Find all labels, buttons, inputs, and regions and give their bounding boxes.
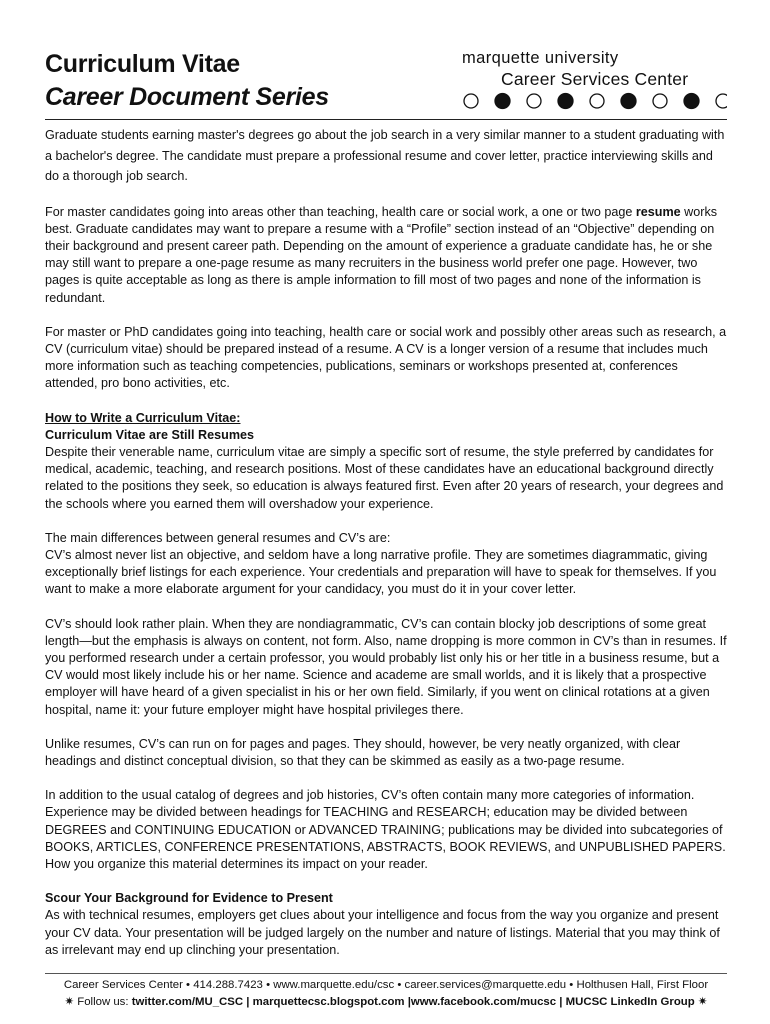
document-body bbox=[45, 125, 730, 976]
intro-paragraph-2-text: For master candidates going into areas other than teaching, health care or social work, a one or two page bbox=[45, 204, 636, 219]
document-title: Curriculum Vitae bbox=[45, 50, 240, 78]
logo-department-name: Career Services Center bbox=[501, 69, 689, 89]
facebook-link[interactable]: www.facebook.com/mucsc bbox=[410, 996, 557, 1008]
intro-paragraph-2-text-cont: works best. Graduate candidates may want to prepare a resume with a “Profile” section instead of an “Objective” depending on their background and present career path. Depending on the amount of experience a graduate candidate has, he or she may still want to prepare a one-page resume as many recruiters in the business world prefer one page. However, two pages is quite acceptable as long as there is ample information to fill most of two pages and none of the information is redundant. bbox=[45, 204, 718, 305]
how-to-paragraph-2 bbox=[45, 530, 730, 599]
document-subtitle: Career Document Series bbox=[45, 83, 329, 111]
logo-dot-filled bbox=[684, 94, 699, 109]
how-to-subheading: Curriculum Vitae are Still Resumes bbox=[45, 427, 255, 442]
pipe-separator: | bbox=[407, 996, 411, 1008]
twitter-link[interactable]: twitter.com/MU_CSC bbox=[131, 996, 244, 1008]
logo-dot-open bbox=[590, 94, 604, 108]
differences-intro: The main differences between general resumes and CV’s are: bbox=[45, 530, 391, 545]
logo-dot-filled bbox=[495, 94, 510, 109]
logo-dot-open bbox=[653, 94, 667, 108]
how-to-paragraph-1: Despite their venerable name, curriculum vitae are simply a specific sort of resume, the style preferred by candidates for medical, academic, teaching, and research positions. Most of these candidates have an educational background directly related to the positions they seek, so education is always featured first. Even after 20 years of research, your degrees and the schools where you earned them will overshadow your experience. bbox=[45, 444, 724, 511]
follow-label: Follow us: bbox=[77, 996, 129, 1008]
logo-dot-open bbox=[527, 94, 541, 108]
logo-dot-pattern bbox=[463, 92, 727, 110]
footer-phone[interactable]: 414.288.7423 bbox=[193, 979, 263, 991]
star-icon: ✷ bbox=[64, 996, 75, 1008]
bullet-separator: • bbox=[186, 979, 191, 991]
logo-dot-filled bbox=[558, 94, 573, 109]
resume-keyword: resume bbox=[635, 204, 681, 219]
linkedin-link[interactable]: MUCSC LinkedIn Group bbox=[565, 996, 695, 1008]
scour-paragraph-1: As with technical resumes, employers get clues about your intelligence and focus from the way you organize and present your CV data. Your presentation will be judged largely on the number and nature of listings. Material that you may think of as irrelevant may end up clinching your presentation. bbox=[45, 908, 720, 957]
footer-office: Career Services Center bbox=[63, 979, 183, 991]
how-to-paragraph-5: In addition to the usual catalog of degrees and job histories, CV’s often contain many more categories of information. Experience may be divided between headings for TEACHING and RESEARCH; education may be divided between DEGREES and CONTINUING EDUCATION or ADVANCED TRAINING; publications may be divided into subcategories of BOOKS, ARTICLES, CONFERENCE PRESENTATIONS, ABSTRACTS, BOOK REVIEWS, and UNPUBLISHED PAPERS. How you organize this material determines its impact on your reader. bbox=[45, 788, 726, 871]
footer-website-link[interactable]: www.marquette.edu/csc bbox=[273, 979, 395, 991]
bullet-separator: • bbox=[266, 979, 271, 991]
pipe-separator: | bbox=[559, 996, 563, 1008]
differences-text: CV’s almost never list an objective, and seldom have a long narrative profile. They are sometimes diagrammatic, giving exceptionally brief listings for each experience. Your credentials and preparation will have to speak for themselves. If you want to make a more elaborate argument for your candidacy, you must do it in your cover letter. bbox=[45, 547, 717, 597]
footer-divider bbox=[45, 973, 727, 974]
pipe-separator: | bbox=[246, 996, 250, 1008]
how-to-heading: How to Write a Curriculum Vitae: bbox=[45, 410, 241, 425]
footer-social-line bbox=[45, 994, 727, 1011]
footer-location: Holthusen Hall, First Floor bbox=[576, 979, 709, 991]
footer-contact-line bbox=[45, 977, 727, 994]
star-icon: ✷ bbox=[697, 996, 708, 1008]
intro-paragraph-2 bbox=[45, 204, 730, 307]
bullet-separator: • bbox=[397, 979, 402, 991]
intro-paragraph-1: Graduate students earning master's degrees go about the job search in a very similar manner to a student graduating with a bachelor's degree. The candidate must prepare a professional resume and cover letter, practice interviewing skills and do a thorough job search. bbox=[45, 128, 725, 183]
scour-heading: Scour Your Background for Evidence to Present bbox=[45, 891, 333, 906]
logo-university-name: marquette university bbox=[462, 49, 619, 67]
header-divider bbox=[45, 119, 727, 120]
intro-paragraph-3: For master or PhD candidates going into teaching, health care or social work and possibly other areas such as research, a CV (curriculum vitae) should be prepared instead of a resume. A CV is a longer version of a resume that includes much more information such as teaching competencies, publications, seminars or workshops presented at, conferences attended, pro bono activities, etc. bbox=[45, 324, 727, 391]
logo-dot-open bbox=[464, 94, 478, 108]
logo-dot-open bbox=[716, 94, 727, 108]
how-to-paragraph-4: Unlike resumes, CV’s can run on for pages and pages. They should, however, be very neatly organized, with clear headings and distinct conceptual division, so that they can be skimmed as easily as a two-page resume. bbox=[45, 736, 681, 768]
logo-dot-filled bbox=[621, 94, 636, 109]
how-to-paragraph-3: CV’s should look rather plain. When they are nondiagrammatic, CV’s can contain blocky job descriptions of some great length—but the emphasis is always on content, not form. Also, name dropping is more common in CV’s than in resumes. If you performed research under a certain professor, you would probably list only his or her title in a business resume, but a CV would most likely include his or her name. Science and academe are small worlds, and it is likely that a prospective employer will have heard of a given specialist in his or her own field. Similarly, if you went on clinical rotations at a given hospital, name it: your future employer might have hospital privileges there. bbox=[45, 616, 727, 717]
blog-link[interactable]: marquettecsc.blogspot.com bbox=[252, 996, 405, 1008]
footer-email-link[interactable]: career.services@marquette.edu bbox=[404, 979, 567, 991]
footer bbox=[45, 977, 727, 1011]
bullet-separator: • bbox=[569, 979, 574, 991]
